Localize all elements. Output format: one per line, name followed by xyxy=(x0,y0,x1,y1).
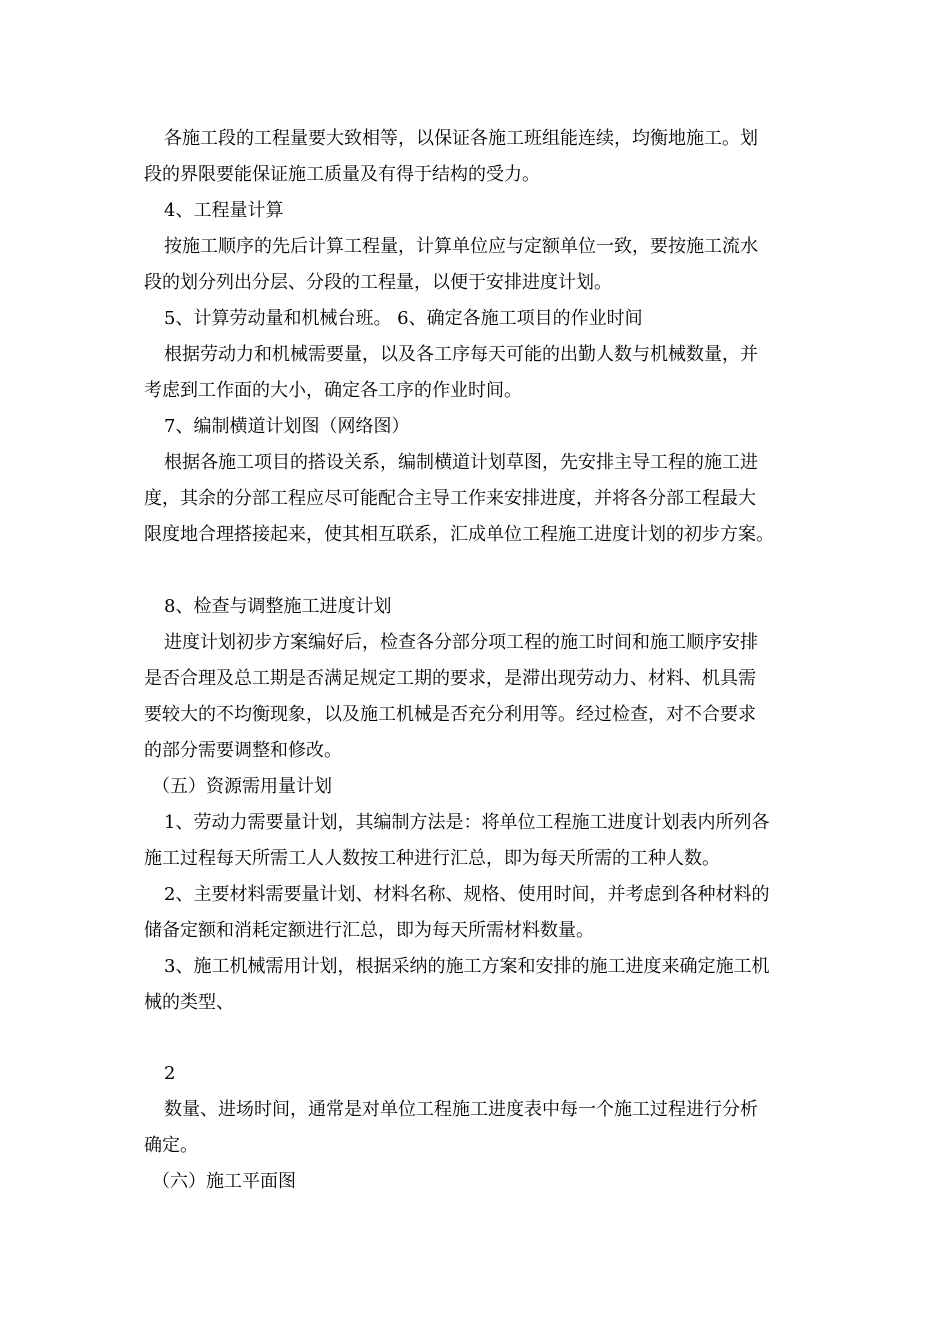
page-number: 2 xyxy=(164,1063,176,1084)
paragraph-line: 要较大的不均衡现象，以及施工机械是否充分利用等。经过检查，对不合要求 xyxy=(144,704,756,725)
paragraph-line: 进度计划初步方案编好后，检查各分部分项工程的施工时间和施工顺序安排 xyxy=(164,632,758,653)
paragraph-line: 度，其余的分部工程应尽可能配合主导工作来安排进度，并将各分部工程最大 xyxy=(144,488,756,509)
paragraph-line: 数量、进场时间，通常是对单位工程施工进度表中每一个施工过程进行分析 xyxy=(164,1099,758,1120)
section-heading: 4、工程量计算 xyxy=(164,200,284,221)
paragraph-line: 考虑到工作面的大小，确定各工序的作业时间。 xyxy=(144,380,522,401)
paragraph-line: 限度地合理搭接起来，使其相互联系，汇成单位工程施工进度计划的初步方案。 xyxy=(144,524,774,545)
paragraph-line: 段的划分列出分层、分段的工程量，以便于安排进度计划。 xyxy=(144,272,612,293)
paragraph-line: 确定。 xyxy=(144,1135,198,1156)
paragraph-line: 根据各施工项目的搭设关系，编制横道计划草图，先安排主导工程的施工进 xyxy=(164,452,758,473)
section-heading: （六）施工平面图 xyxy=(152,1171,296,1192)
paragraph-line: 3、施工机械需用计划，根据采纳的施工方案和安排的施工进度来确定施工机 xyxy=(164,956,770,977)
paragraph-line: 各施工段的工程量要大致相等，以保证各施工班组能连续，均衡地施工。划 xyxy=(164,128,758,149)
paragraph-line: 2、主要材料需要量计划、材料名称、规格、使用时间，并考虑到各种材料的 xyxy=(164,884,770,905)
paragraph-line: 械的类型、 xyxy=(144,992,234,1013)
paragraph-line: 按施工顺序的先后计算工程量，计算单位应与定额单位一致，要按施工流水 xyxy=(164,236,758,257)
paragraph-line: 段的界限要能保证施工质量及有得于结构的受力。 xyxy=(144,164,540,185)
paragraph-line: 根据劳动力和机械需要量，以及各工序每天可能的出勤人数与机械数量，并 xyxy=(164,344,758,365)
paragraph-line: 储备定额和消耗定额进行汇总，即为每天所需材料数量。 xyxy=(144,920,594,941)
paragraph-line: 的部分需要调整和修改。 xyxy=(144,740,342,761)
section-heading: （五）资源需用量计划 xyxy=(152,776,332,797)
section-heading: 7、编制横道计划图（网络图） xyxy=(164,416,410,437)
paragraph-line: 1、劳动力需要量计划，其编制方法是：将单位工程施工进度计划表内所列各 xyxy=(164,812,770,833)
section-heading: 8、检查与调整施工进度计划 xyxy=(164,596,392,617)
section-heading: 5、计算劳动量和机械台班。 6、确定各施工项目的作业时间 xyxy=(164,308,643,329)
paragraph-line: 是否合理及总工期是否满足规定工期的要求，是滞出现劳动力、材料、机具需 xyxy=(144,668,756,689)
paragraph-line: 施工过程每天所需工人人数按工种进行汇总，即为每天所需的工种人数。 xyxy=(144,848,720,869)
